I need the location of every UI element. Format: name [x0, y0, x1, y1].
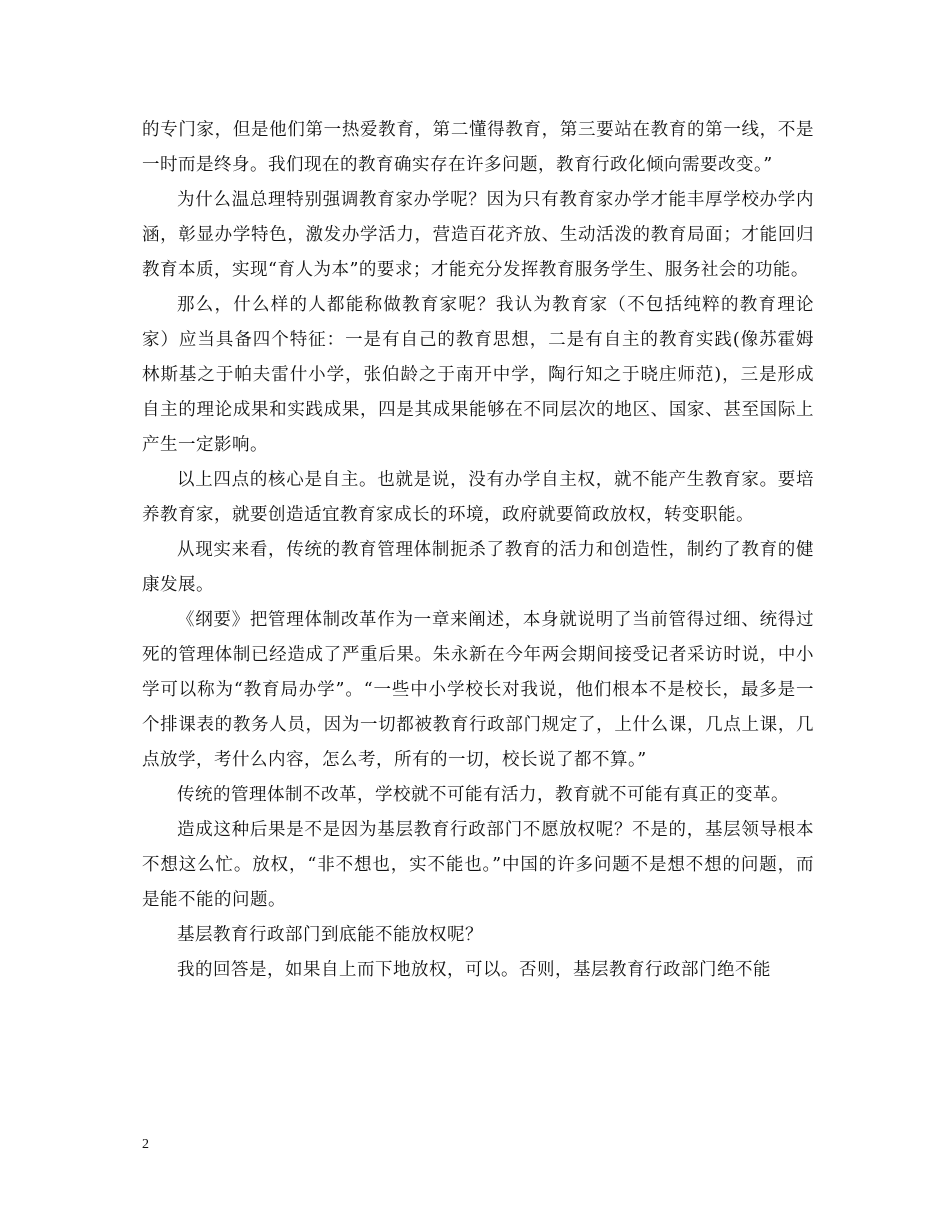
paragraph-2: 为什么温总理特别强调教育家办学呢？因为只有教育家办学才能丰厚学校办学内涵，彰显办学特色，激发办学活力，营造百花齐放、生动活泼的教育局面；才能回归教育本质，实现“育人为本”的要求；才能充分发挥教育服务学生、服务社会的功能。: [142, 190, 814, 280]
paragraph-5: 从现实来看，传统的教育管理体制扼杀了教育的活力和创造性，制约了教育的健康发展。: [142, 540, 814, 595]
paragraph-1: 的专门家，但是他们第一热爱教育，第二懂得教育，第三要站在教育的第一线，不是一时而是终身。我们现在的教育确实存在许多问题，教育行政化倾向需要改变。”: [142, 120, 814, 175]
document-body: [142, 113, 814, 988]
paragraph-6: 《纲要》把管理体制改革作为一章来阐述，本身就说明了当前管得过细、统得过死的管理体制已经造成了严重后果。朱永新在今年两会期间接受记者采访时说，中小学可以称为“教育局办学”。“一些中小学校长对我说，他们根本不是校长，最多是一个排课表的教务人员，因为一切都被教育行政部门规定了，上什么课，几点上课，几点放学，考什么内容，怎么考，所有的一切，校长说了都不算。”: [142, 610, 814, 770]
paragraph-10: 我的回答是，如果自上而下地放权，可以。否则，基层教育行政部门绝不能: [177, 960, 771, 980]
paragraph-3: 那么，什么样的人都能称做教育家呢？我认为教育家（不包括纯粹的教育理论家）应当具备四个特征：一是有自己的教育思想，二是有自主的教育实践(像苏霍姆林斯基之于帕夫雷什小学，张伯龄之于南开中学，陶行知之于晓庄师范)，三是形成自主的理论成果和实践成果，四是其成果能够在不同层次的地区、国家、甚至国际上产生一定影响。: [142, 295, 814, 455]
paragraph-8: 造成这种后果是不是因为基层教育行政部门不愿放权呢？不是的，基层领导根本不想这么忙。放权，“非不想也，实不能也。”中国的许多问题不是想不想的问题，而是能不能的问题。: [142, 820, 814, 910]
paragraph-4: 以上四点的核心是自主。也就是说，没有办学自主权，就不能产生教育家。要培养教育家，就要创造适宜教育家成长的环境，政府就要简政放权，转变职能。: [142, 470, 814, 525]
paragraph-9: 基层教育行政部门到底能不能放权呢？: [177, 925, 483, 945]
paragraph-7: 传统的管理体制不改革，学校就不可能有活力，教育就不可能有真正的变革。: [177, 785, 789, 805]
page-number: 2: [142, 1137, 149, 1152]
